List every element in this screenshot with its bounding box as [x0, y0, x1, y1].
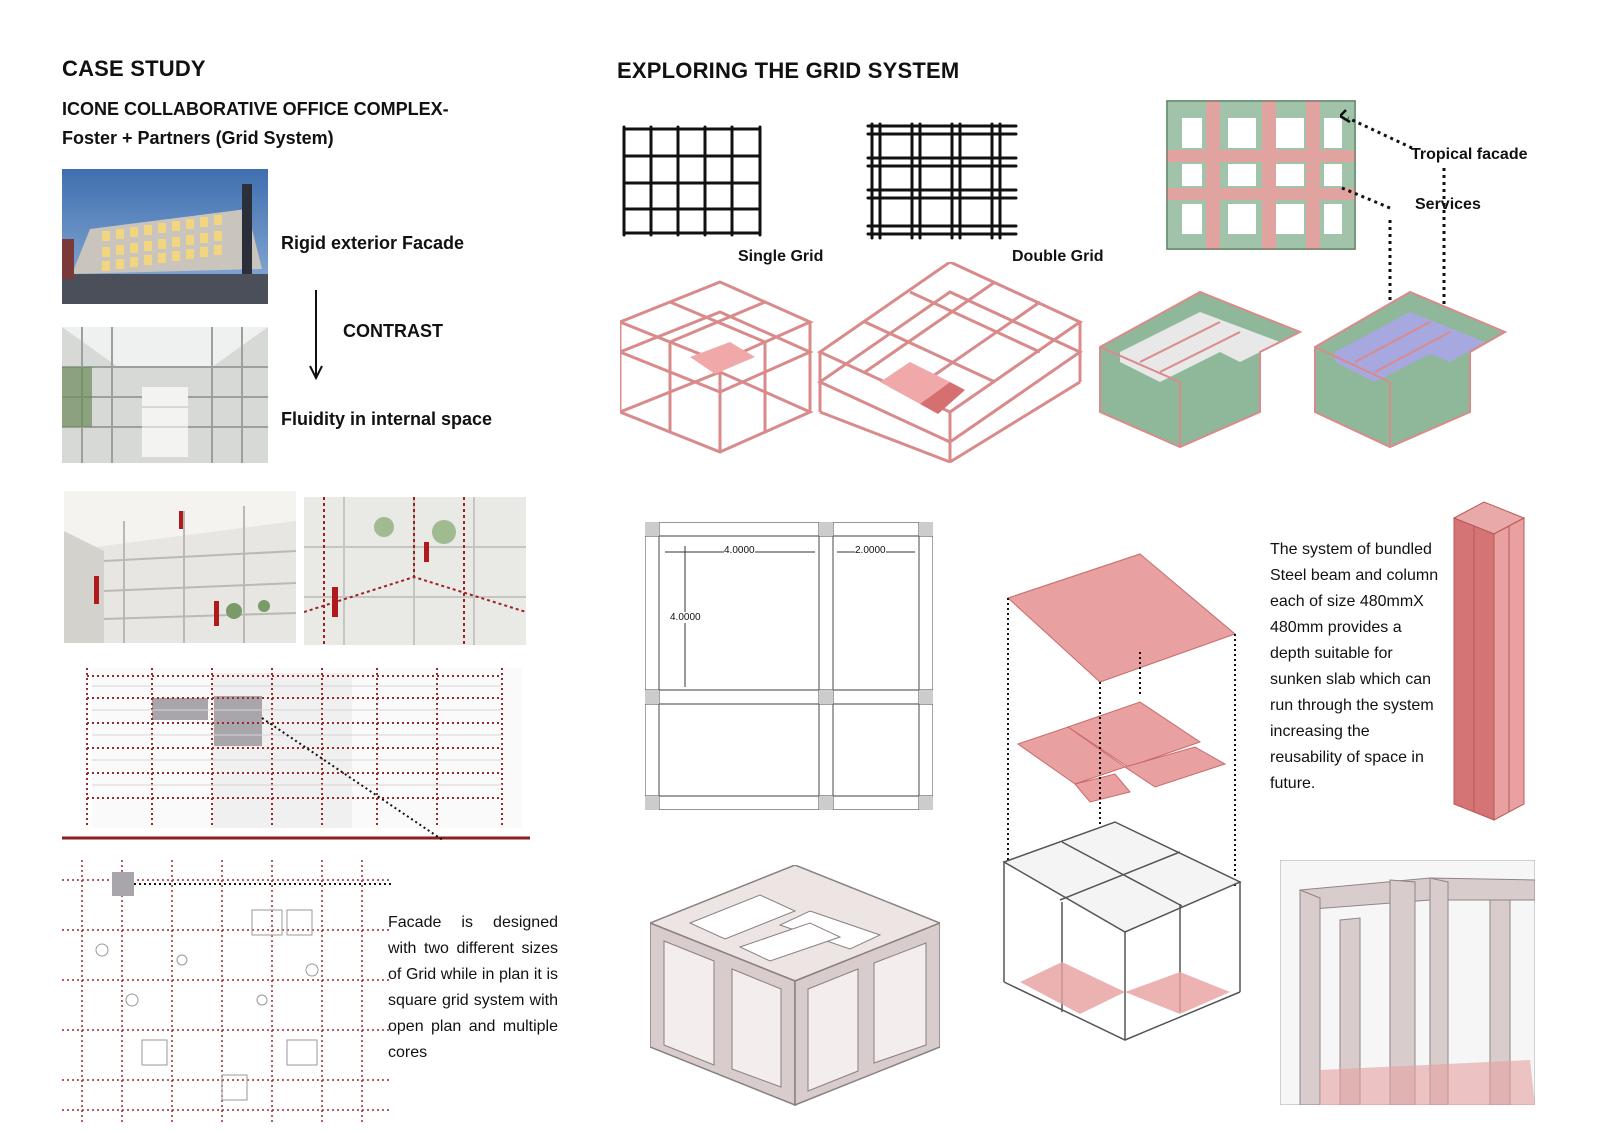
project-title-line1: ICONE COLLABORATIVE OFFICE COMPLEX- — [62, 99, 449, 119]
label-internal-space: Fluidity in internal space — [281, 409, 493, 429]
project-title-line2: Foster + Partners (Grid System) — [62, 128, 334, 148]
dimension-label-a: 4.0000 — [724, 545, 755, 556]
single-grid-icon — [620, 125, 764, 237]
label-double-grid: Double Grid — [1012, 248, 1104, 265]
contrast-arrow-icon — [308, 290, 324, 382]
label-exterior-facade: Rigid exterior Facade — [281, 233, 465, 253]
double-grid-icon — [866, 122, 1018, 240]
perspective-frame-render — [1280, 860, 1535, 1105]
tropical-facade-grid — [1166, 100, 1356, 250]
atrium-photo-2 — [304, 497, 526, 645]
dimension-label-b: 2.0000 — [855, 545, 886, 556]
isometric-grid-models — [620, 262, 1580, 472]
dimension-label-c: 4.0000 — [670, 612, 701, 623]
steel-column-model — [1452, 498, 1532, 823]
atrium-photo-1 — [64, 491, 296, 643]
floor-plan-drawing — [62, 860, 392, 1122]
label-single-grid: Single Grid — [738, 248, 824, 265]
facade-note: Facade is designed with two different sizes of Grid while in plan it is square grid system with open plan and multiple cores — [388, 914, 558, 1061]
double-grid-iso-model — [820, 262, 1080, 462]
exterior-photo — [62, 169, 268, 304]
grid-system-title: EXPLORING THE GRID SYSTEM — [617, 58, 960, 83]
label-contrast: CONTRAST — [343, 321, 443, 341]
label-services: Services — [1415, 196, 1481, 213]
grid-dimension-plan — [645, 522, 933, 810]
page-title: CASE STUDY — [62, 56, 206, 81]
services-iso-model — [1315, 292, 1505, 447]
label-tropical-facade: Tropical facade — [1411, 146, 1528, 163]
frame-cube-render — [650, 865, 940, 1110]
facade-iso-model — [1100, 292, 1300, 447]
system-note: The system of bundled Steel beam and column each of size 480mmX 480mm provides a depth suitable for sunken slab which can run through the system increasing the reusability of space in future. — [1270, 541, 1439, 792]
project-title — [62, 95, 449, 153]
exploded-axonometric — [1000, 552, 1250, 1042]
interior-photo — [62, 327, 268, 463]
facade-elevation-drawing — [62, 668, 530, 840]
